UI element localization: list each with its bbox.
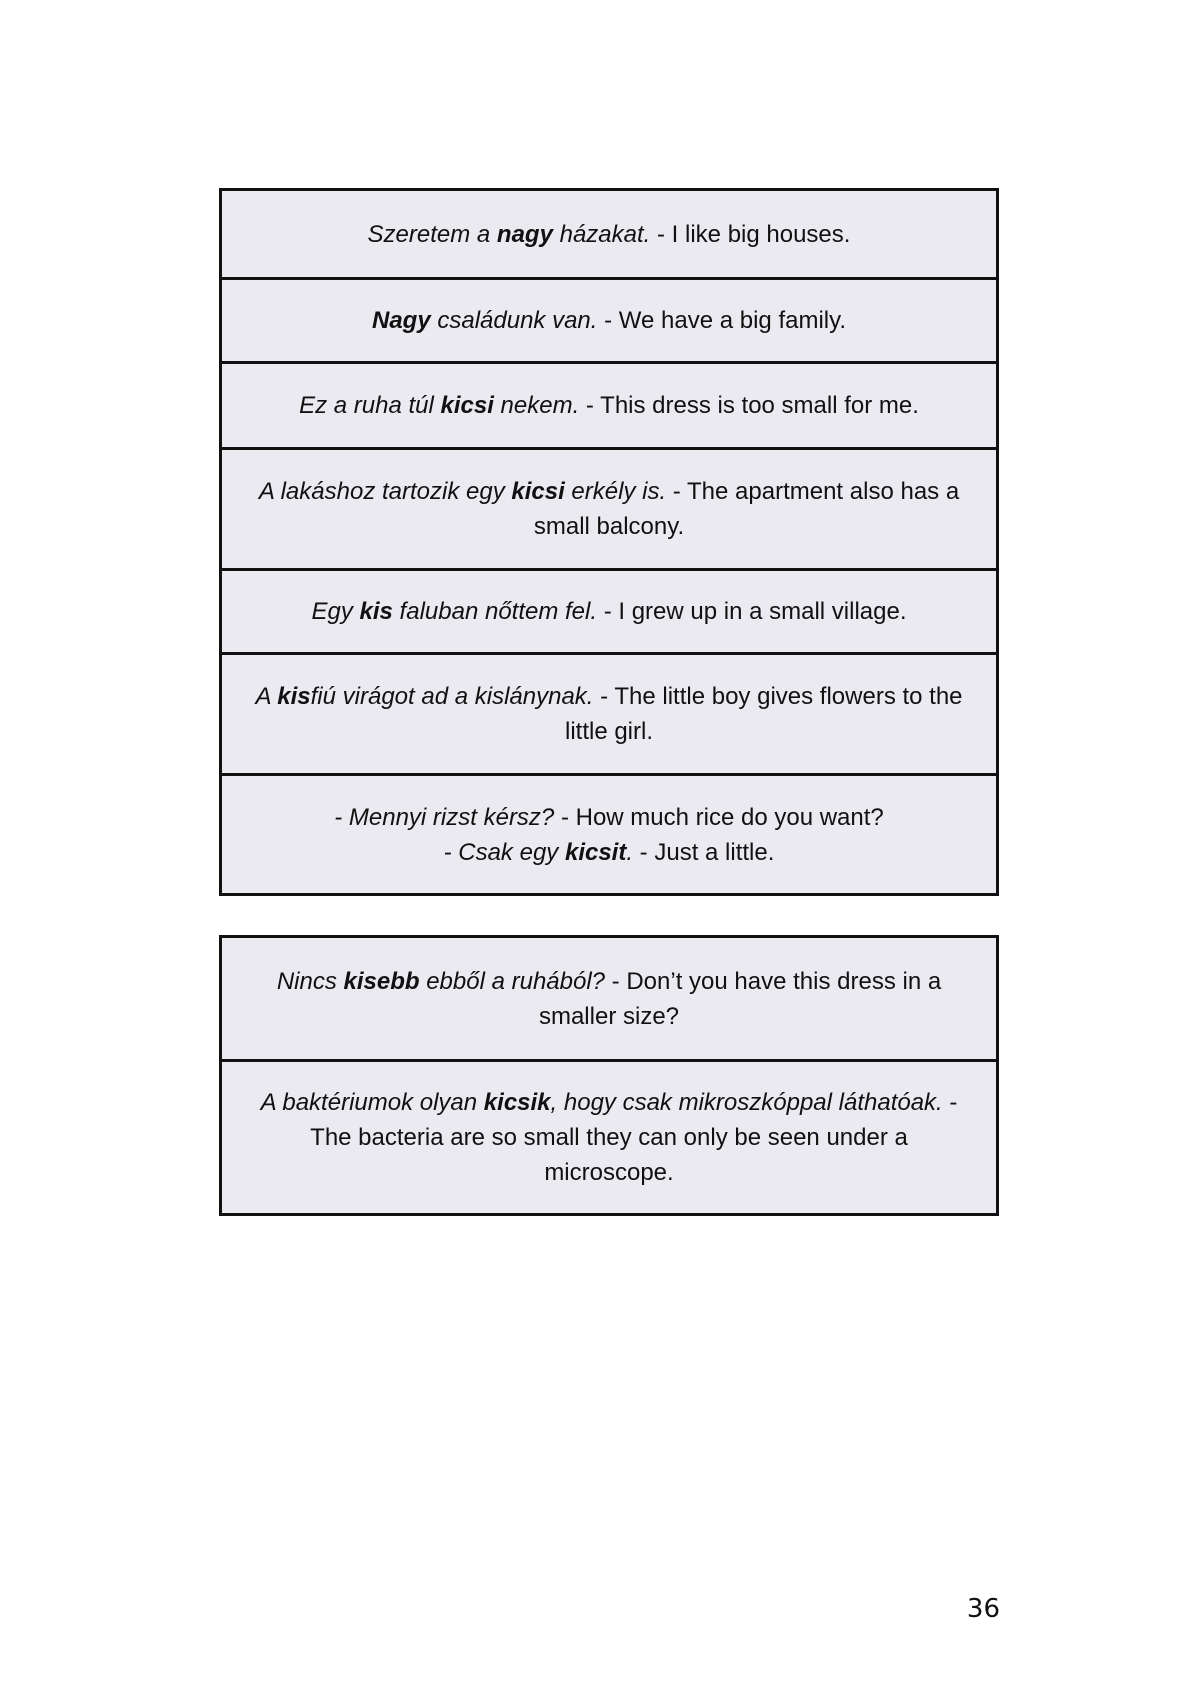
english-translation: - Just a little.	[633, 838, 775, 866]
sentence-text	[368, 217, 851, 252]
hungarian-text: Egy	[311, 598, 360, 625]
hungarian-text: faluban nőttem fel.	[392, 598, 598, 625]
hungarian-text: Ez a ruha túl	[299, 392, 441, 419]
sentence-text	[248, 679, 970, 749]
sentence-row	[222, 938, 996, 1059]
sentence-line	[334, 835, 884, 870]
sentence-text	[334, 800, 884, 870]
english-translation: - This dress is too small for me.	[579, 392, 919, 419]
sentence-text	[372, 303, 846, 338]
hungarian-text: A	[255, 683, 278, 710]
english-translation: - How much rice do you want?	[554, 803, 884, 831]
sentence-line	[334, 800, 884, 835]
english-translation: - The little boy gives flowers to the little girl.	[564, 683, 963, 745]
english-translation: - I like big houses.	[650, 220, 851, 248]
keyword: kis	[277, 683, 311, 710]
sentence-text	[299, 388, 919, 423]
page-number: 36	[966, 1594, 1000, 1624]
example-sentences-table-2	[219, 935, 999, 1216]
sentence-row	[222, 361, 996, 447]
keyword: kis	[359, 598, 393, 625]
hungarian-text: házakat.	[552, 220, 651, 248]
hungarian-text: Nincs	[276, 967, 344, 995]
sentence-row	[222, 652, 996, 773]
sentence-text	[248, 474, 970, 544]
sentence-row	[222, 447, 996, 568]
english-translation: - The bacteria are so small they can only be seen under a microscope.	[310, 1089, 958, 1186]
keyword: kicsi	[440, 392, 494, 419]
hungarian-text: , hogy csak mikroszkóppal láthatóak.	[550, 1089, 943, 1116]
english-translation: - The apartment also has a small balcony.	[533, 478, 960, 540]
english-translation: - Don’t you have this dress in a smaller size?	[538, 967, 942, 1030]
sentence-text	[248, 1085, 970, 1190]
sentence-text	[311, 594, 906, 629]
sentence-row	[222, 773, 996, 893]
sentence-row	[222, 191, 996, 277]
hungarian-text: - Mennyi rizst kérsz?	[334, 803, 555, 831]
sentence-text	[248, 964, 970, 1034]
hungarian-text: .	[626, 838, 634, 866]
hungarian-text: ebből a ruhából?	[419, 967, 606, 995]
hungarian-text: családunk van.	[430, 307, 598, 334]
english-translation: - I grew up in a small village.	[597, 598, 907, 625]
keyword: kicsik	[483, 1089, 551, 1116]
example-sentences-table-1	[219, 188, 999, 896]
english-translation: - We have a big family.	[597, 307, 846, 334]
sentence-row	[222, 277, 996, 361]
keyword: kicsi	[511, 478, 565, 505]
hungarian-text: - Csak egy	[443, 838, 565, 866]
sentence-row	[222, 1059, 996, 1213]
keyword: Nagy	[371, 307, 431, 334]
keyword: kisebb	[343, 967, 420, 995]
hungarian-text: A baktériumok olyan	[260, 1089, 484, 1116]
hungarian-text: A lakáshoz tartozik egy	[258, 478, 512, 505]
sentence-row	[222, 568, 996, 652]
keyword: nagy	[496, 220, 553, 248]
hungarian-text: fiú virágot ad a kislánynak.	[310, 683, 594, 710]
hungarian-text: nekem.	[493, 392, 580, 419]
keyword: kicsit	[564, 838, 627, 866]
hungarian-text: Szeretem a	[367, 220, 497, 248]
hungarian-text: erkély is.	[564, 478, 667, 505]
